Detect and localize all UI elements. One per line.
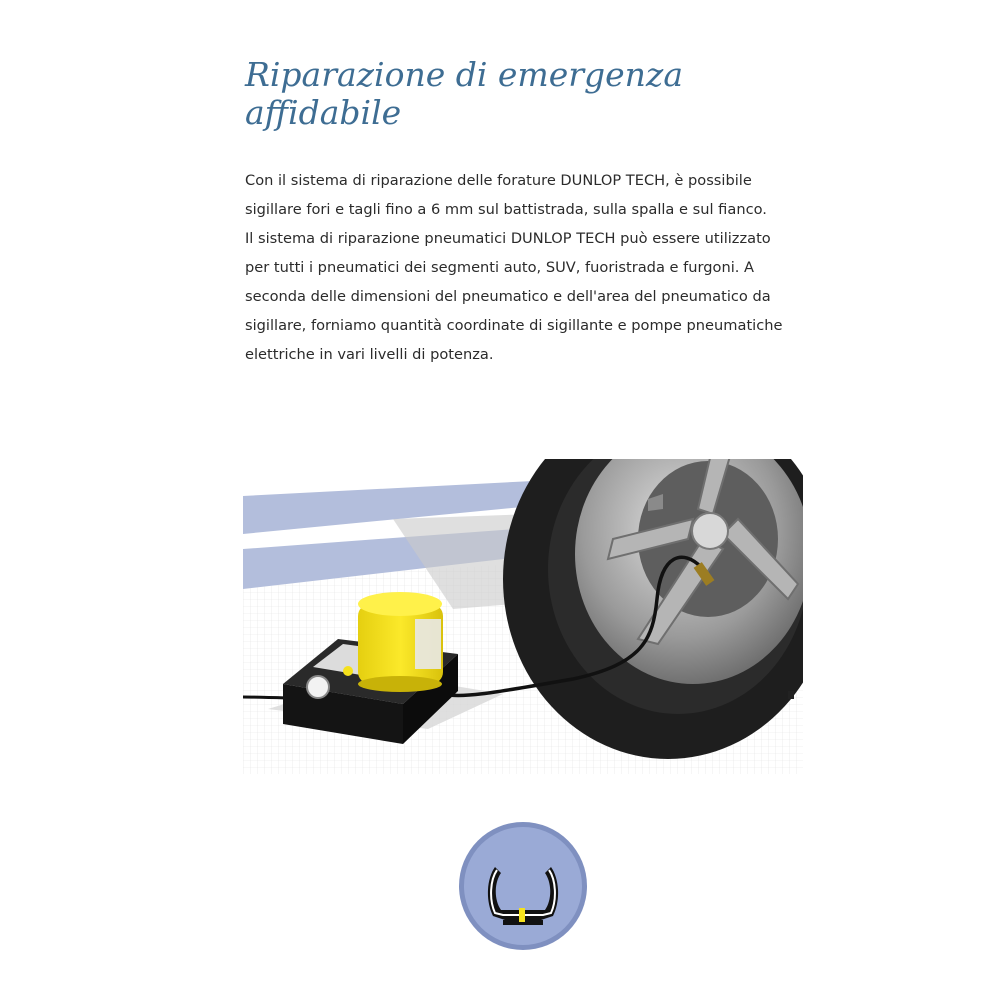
paragraph-line: Con il sistema di riparazione delle forature DUNLOP TECH, è possibile (245, 172, 752, 189)
paragraph-line: elettriche in vari livelli di potenza. (245, 346, 494, 363)
description-paragraph (245, 166, 810, 369)
paragraph-line: seconda delle dimensioni del pneumatico e dell'area del pneumatico da (245, 288, 771, 305)
sealant-bottle (358, 592, 443, 692)
title-line-2: affidabile (245, 93, 402, 132)
tire-cross-section-icon (457, 820, 589, 952)
article-section (245, 56, 810, 369)
paragraph-line: sigillare fori e tagli fino a 6 mm sul battistrada, sulla spalla e sul fianco. (245, 201, 767, 218)
page-title (245, 56, 810, 132)
title-line-1: Riparazione di emergenza (245, 55, 683, 94)
paragraph-line: per tutti i pneumatici dei segmenti auto, SUV, fuoristrada e furgoni. A (245, 259, 755, 276)
paragraph-line: sigillare, forniamo quantità coordinate di sigillante e pompe pneumatiche (245, 317, 783, 334)
repair-kit-illustration (243, 459, 803, 774)
paragraph-line: Il sistema di riparazione pneumatici DUNLOP TECH può essere utilizzato (245, 230, 771, 247)
